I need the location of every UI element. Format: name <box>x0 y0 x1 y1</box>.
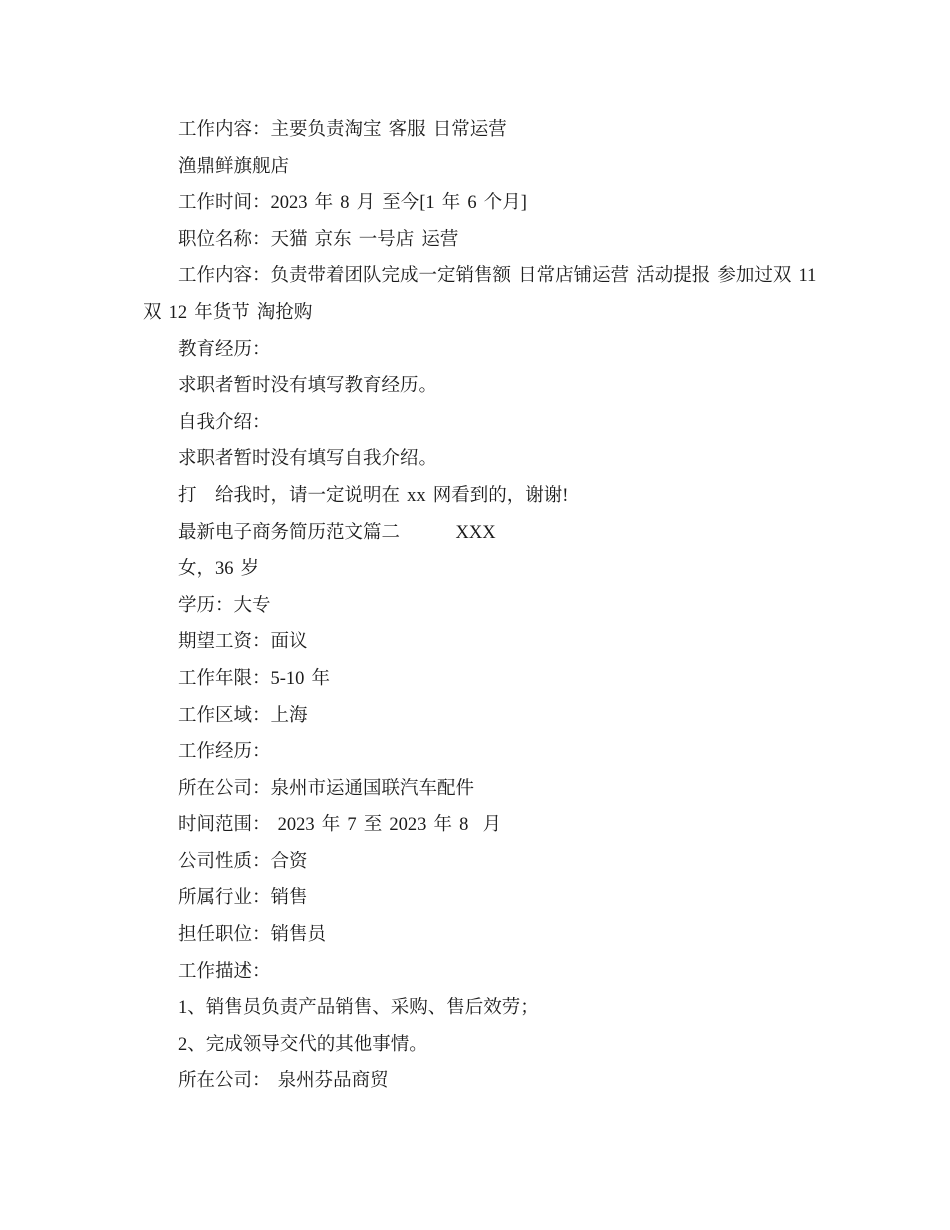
resume-document <box>143 112 903 1100</box>
document-line: 教育经历： <box>178 339 271 360</box>
document-line: 期望工资：面议 <box>178 632 308 653</box>
document-line: 工作内容：主要负责淘宝 客服 日常运营 <box>178 120 507 140</box>
document-line: 打 给我时，请一定说明在 xx 网看到的，谢谢! <box>178 485 569 506</box>
document-line: 求职者暂时没有填写自我介绍。 <box>178 449 438 470</box>
document-line: 时间范围： 2023 年 7 至 2023 年 8 月 <box>178 815 502 836</box>
document-line: 所在公司：泉州市运通国联汽车配件 <box>178 778 475 799</box>
document-line: 所属行业：销售 <box>178 888 308 909</box>
document-line: 学历：大专 <box>178 595 271 616</box>
document-line: 职位名称：天猫 京东 一号店 运营 <box>178 229 459 250</box>
document-line: 工作经历： <box>178 742 271 763</box>
document-line: 双 12 年货节 淘抢购 <box>143 302 313 323</box>
document-line: 1、销售员负责产品销售、采购、售后效劳； <box>178 998 539 1019</box>
document-line: 求职者暂时没有填写教育经历。 <box>178 376 438 397</box>
document-line: 公司性质：合资 <box>178 851 308 872</box>
document-line: 女，36 岁 <box>178 559 260 580</box>
document-line: 渔鼎鲜旗舰店 <box>178 156 290 177</box>
document-line: 工作内容：负责带着团队完成一定销售额 日常店铺运营 活动提报 参加过双 11 <box>178 266 817 287</box>
document-line: 自我介绍： <box>178 412 271 433</box>
document-line: 工作描述： <box>178 961 271 982</box>
document-line: 工作年限：5-10 年 <box>178 668 331 689</box>
document-line: 2、完成领导交代的其他事情。 <box>178 1034 428 1055</box>
document-line: 所在公司： 泉州芬品商贸 <box>178 1071 389 1092</box>
document-line: 最新电子商务简历范文篇二 XXX <box>178 522 496 543</box>
document-line: 工作时间：2023 年 8 月 至今[1 年 6 个月] <box>178 193 527 214</box>
document-line: 担任职位：销售员 <box>178 925 327 946</box>
document-line: 工作区域：上海 <box>178 705 308 726</box>
